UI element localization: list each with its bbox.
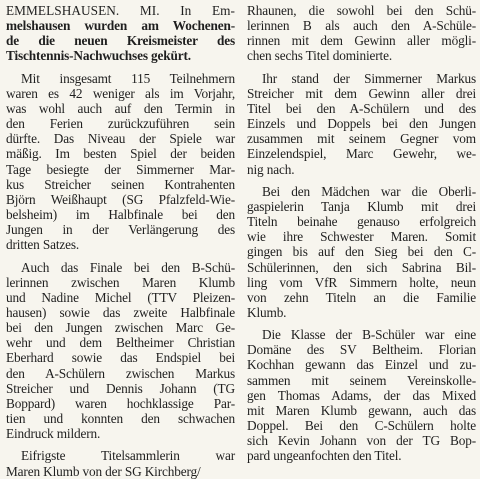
text-line: hausen) sowie das zweite Halbfinale [6,304,235,320]
text-line: Eberhard sowie das Endspiel bei [6,350,235,366]
text-line: nig nach. [247,161,295,177]
text-line: pard ungeanfochten den Titel. [247,448,402,464]
text-line: rinnen mit dem Gewinn aller mögli- [247,33,476,49]
text-line: Björn Weißhaupt (SG Pfalzfeld-Wie- [6,191,235,207]
text-line: sich Kevin Johann von der TG Bop- [247,433,476,449]
article-paragraph [247,3,476,64]
text-line: wehr und dem Beltheimer Christian [6,335,235,351]
text-line: dritten Satzes. [6,237,80,253]
text-line: Schülerinnen, den sich Sabrina Bil- [247,259,476,275]
text-line: tien und konnten den schwachen [6,411,235,427]
article-paragraph [6,71,235,253]
text-line: lerinnen zwischen Maren Klumb [6,274,235,290]
text-line: Einzelendspiel, Marc Gewehr, we- [247,146,476,162]
text-line: Rhaunen, die sowohl bei den Schü- [247,3,476,18]
text-line: Doppel. Bei den C-Schülern holte [247,418,476,434]
text-line: Die Klasse der B-Schüler war eine [262,327,476,343]
text-line: chen sechs Titel dominierte. [247,48,393,64]
text-line: Titeln beinahe genauso erfolgreich [247,214,476,230]
text-line: lerinnen B als auch den A-Schüle- [247,18,476,34]
text-line: melshausen wurden am Wochenen- [6,18,235,34]
text-line: de die neuen Kreismeister des [6,33,235,49]
text-line: bei den Jungen zwischen Marc Ge- [6,320,235,336]
text-line: Kochhan gewann das Einzel und zu- [247,357,476,373]
text-line: Maren Klumb von der SG Kirchberg/ [6,463,201,479]
text-line: dürfte. Das Niveau der Spiele war [6,131,235,147]
text-line: Domäne des SV Beltheim. Florian [247,342,476,358]
text-line: gingen bis auf den Sieg bei den C- [247,244,476,260]
text-line: Boppard) waren hochklassige Par- [6,395,235,411]
text-line: den Ferien zurückzuführen sein [6,116,235,132]
text-line: Auch das Finale bei den B-Schü- [21,259,235,275]
text-line: was wohl auch auf den Termin in [6,100,235,116]
text-line: Jungen in der Verlängerung des [6,222,235,238]
text-line: gen Thomas Adams, der das Mixed [247,387,476,403]
text-line: wie ihre Schwester Maren. Somit [247,229,476,245]
text-line: Titel bei den A-Schülern und des [247,100,476,116]
article-paragraph [6,3,235,64]
text-line: sammen mit seinem Vereinskolle- [247,372,476,388]
text-line: den A-Schülern zwischen Markus [6,365,235,381]
text-line: Eifrigste Titelsammlerin war [21,448,235,464]
text-line: Tage besiegte der Simmerner Mar- [6,161,235,177]
text-line: gaspielerin Tanja Klumb mit drei [247,198,476,214]
text-line: Streicher und Dennis Johann (TG [6,380,235,396]
text-line: von zehn Titeln an die Familie [247,289,476,305]
article-paragraph [247,184,476,320]
text-line: mäßig. Im besten Spiel der beiden [6,146,235,162]
article-paragraph [6,260,235,442]
text-line: kus Streicher seinen Kontrahenten [6,176,235,192]
text-line: ling vom VfR Simmern holte, neun [247,274,476,290]
article-column-right [247,3,476,464]
text-line: waren es 42 weniger als im Vorjahr, [6,85,235,101]
text-line: Streicher mit dem Gewinn aller drei [247,85,476,101]
text-line: Mit insgesamt 115 Teilnehmern [21,70,235,86]
article-paragraph [247,71,476,177]
text-line: zusammen mit seinem Gegner vom [247,131,476,147]
text-line: belsheim) im Halbfinale bei den [6,207,235,223]
text-line: Bei den Mädchen war die Oberli- [262,183,476,199]
text-line: und Nadine Michel (TTV Pleizen- [6,289,235,305]
text-line: EMMELSHAUSEN. MI. In Em- [6,3,235,18]
text-line: Eindruck mildern. [6,426,101,442]
article-paragraph [247,327,476,463]
text-line: Ihr stand der Simmerner Markus [262,70,476,86]
text-line: Einzels und Doppels bei den Jungen [247,116,476,132]
text-line: mit Maren Klumb gewann, auch das [247,402,476,418]
article-column-left [6,3,235,479]
text-line: Tischtennis-Nachwuchses gekürt. [6,48,191,64]
text-line: Klumb. [247,304,287,320]
